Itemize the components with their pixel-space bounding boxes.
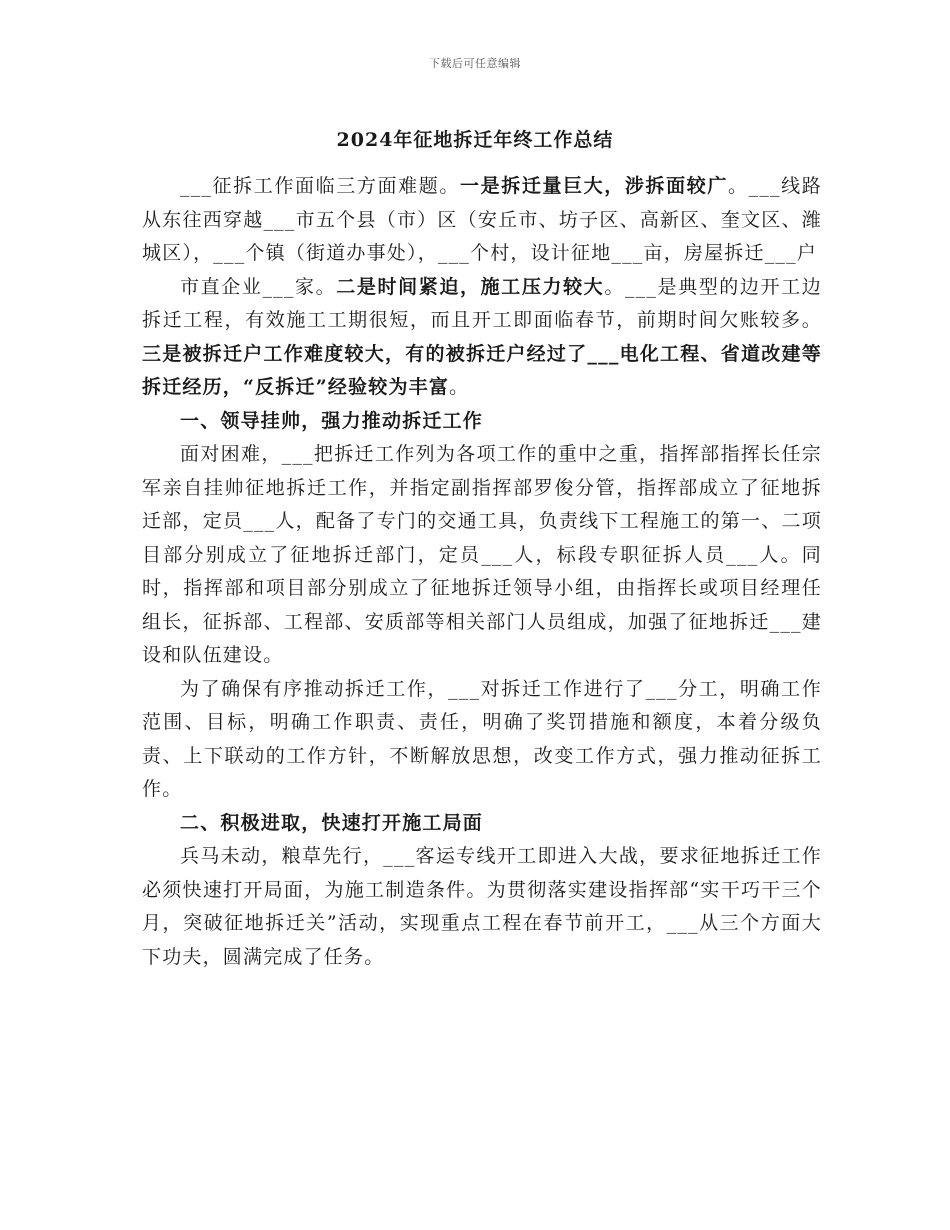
paragraph-difficulties bbox=[142, 271, 822, 405]
section-2-heading: 二、积极进取，快速打开施工局面 bbox=[180, 811, 484, 834]
document-body bbox=[142, 170, 822, 974]
section-1-paragraph-1: 面对困难，___把拆迁工作列为各项工作的重中之重，指挥部指挥长任宗军亲自挂帅征地拆迁工作，并指定副指挥部罗俊分管，指挥部成立了征地拆迁部，定员___人，配备了专门的交通工具，负责线下工程施工的第一、二项目部分别成立了征地拆迁部门，定员___人，标段专职征拆人员___人。同时，指挥部和项目部分别成立了征地拆迁领导小组，由指挥长或项目经理任组长，征拆部、工程部、安质部等相关部门人员组成，加强了征地拆迁___建设和队伍建设。 bbox=[142, 443, 822, 666]
difficulties-text-c: 。___是典型的边开工边拆迁工程，有效施工工期很短，而且开工即面临春节，前期时间欠账较多。 bbox=[142, 275, 822, 331]
section-1-paragraph-2: 为了确保有序推动拆迁工作，___对拆迁工作进行了___分工，明确工作范围、目标，明确工作职责、责任，明确了奖罚措施和额度，本着分级负责、上下联动的工作方针，不断解放思想，改变工作方式，强力推动征拆工作。 bbox=[142, 677, 822, 800]
paragraph-intro bbox=[142, 170, 822, 271]
intro-text-a: ___征拆工作面临三方面难题。 bbox=[180, 175, 460, 197]
intro-bold-point-1: 一是拆迁量巨大，涉拆面较广 bbox=[459, 175, 729, 197]
section-2-paragraph-1: 兵马未动，粮草先行，___客运专线开工即进入大战，要求征地拆迁工作必须快速打开局面，为施工制造条件。为贯彻落实建设指挥部“实干巧干三个月，突破征地拆迁关”活动，实现重点工程在春节前开工，___从三个方面大下功夫，圆满完成了任务。 bbox=[142, 845, 822, 968]
page-header-note: 下载后可任意编辑 bbox=[429, 57, 521, 70]
difficulties-text-a: 市直企业___家。 bbox=[180, 275, 337, 298]
difficulties-bold-point-3: 三是被拆迁户工作难度较大，有的被拆迁户经过了___电化工程、省道改建等拆迁经历，“反拆迁”经验较为丰富 bbox=[142, 342, 822, 398]
difficulties-text-e: 。 bbox=[449, 376, 470, 398]
section-1-heading: 一、领导挂帅，强力推动拆迁工作 bbox=[180, 409, 484, 432]
intro-text-c: 。___线路从东往西穿越___市五个县（市）区（安丘市、坊子区、高新区、奎文区、潍城区），___个镇（街道办事处），___个村，设计征地___亩，房屋拆迁___户 bbox=[142, 175, 822, 264]
difficulties-bold-point-2: 二是时间紧迫，施工压力较大 bbox=[336, 275, 605, 298]
document-title: 2024年征地拆迁年终工作总结 bbox=[336, 129, 614, 151]
